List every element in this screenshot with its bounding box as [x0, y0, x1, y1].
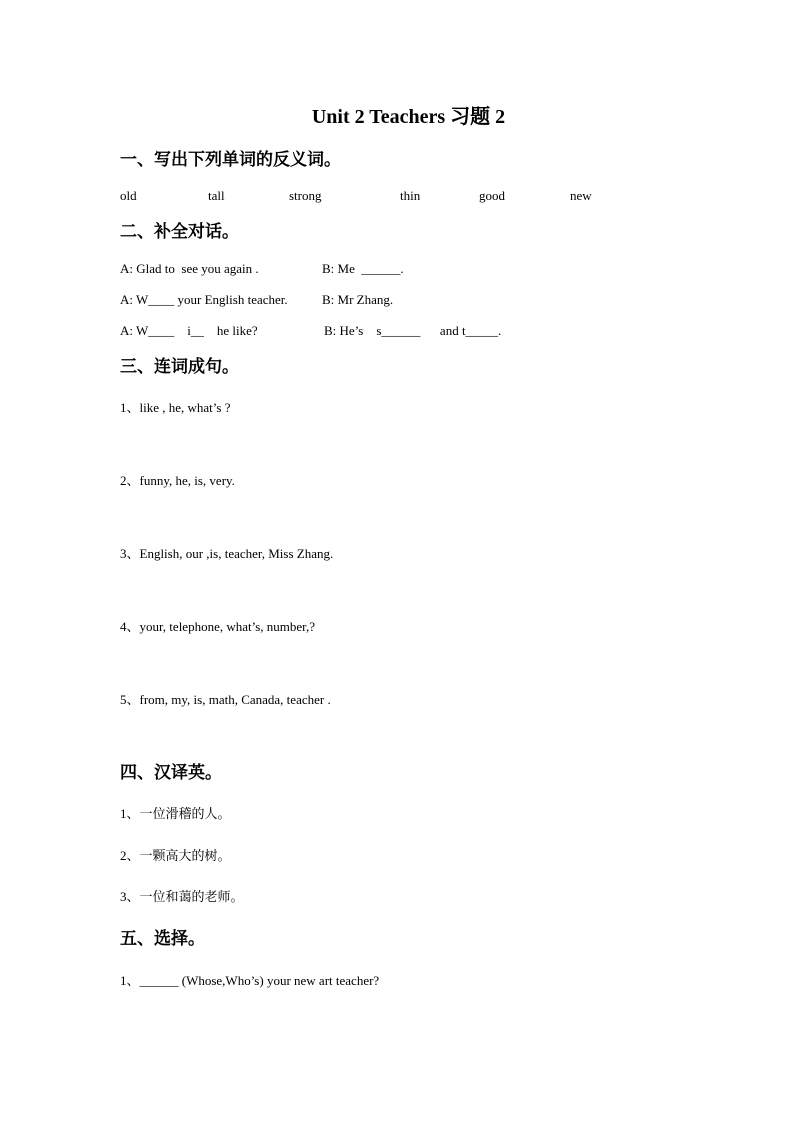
- choice-item: 1、______ (Whose,Who’s) your new art teacher?: [120, 973, 380, 988]
- sentence-item: 2、funny, he, is, very.: [120, 473, 235, 488]
- section-1-heading: 一、写出下列单词的反义词。: [120, 150, 341, 170]
- sentence-item: 5、from, my, is, math, Canada, teacher .: [120, 692, 331, 707]
- dialogue-a: A: W____ your English teacher.: [120, 292, 288, 307]
- sentence-item: 3、English, our ,is, teacher, Miss Zhang.: [120, 546, 334, 561]
- sentence-item: 4、your, telephone, what’s, number,?: [120, 619, 315, 634]
- word-item: old: [120, 188, 137, 203]
- sentence-item: 1、like , he, what’s ?: [120, 400, 231, 415]
- word-item: new: [570, 188, 592, 203]
- word-item: strong: [289, 188, 322, 203]
- translation-item: 2、一颗高大的树。: [120, 848, 231, 863]
- word-item: good: [479, 188, 505, 203]
- section-5-heading: 五、选择。: [120, 929, 205, 949]
- dialogue-b: B: He’s s______ and t_____.: [324, 323, 502, 338]
- word-item: thin: [400, 188, 421, 203]
- dialogue-b: B: Mr Zhang.: [322, 292, 394, 307]
- dialogue-b: B: Me ______.: [322, 261, 404, 276]
- dialogue-a: A: Glad to see you again .: [120, 261, 259, 276]
- section-3-heading: 三、连词成句。: [120, 357, 239, 377]
- word-item: tall: [208, 188, 225, 203]
- dialogue-a: A: W____ i__ he like?: [120, 323, 258, 338]
- section-2-heading: 二、补全对话。: [120, 222, 239, 242]
- page-title: Unit 2 Teachers 习题 2: [311, 106, 506, 128]
- section-4-heading: 四、汉译英。: [120, 763, 222, 783]
- translation-item: 3、一位和蔼的老师。: [120, 889, 244, 904]
- translation-item: 1、一位滑稽的人。: [120, 806, 231, 821]
